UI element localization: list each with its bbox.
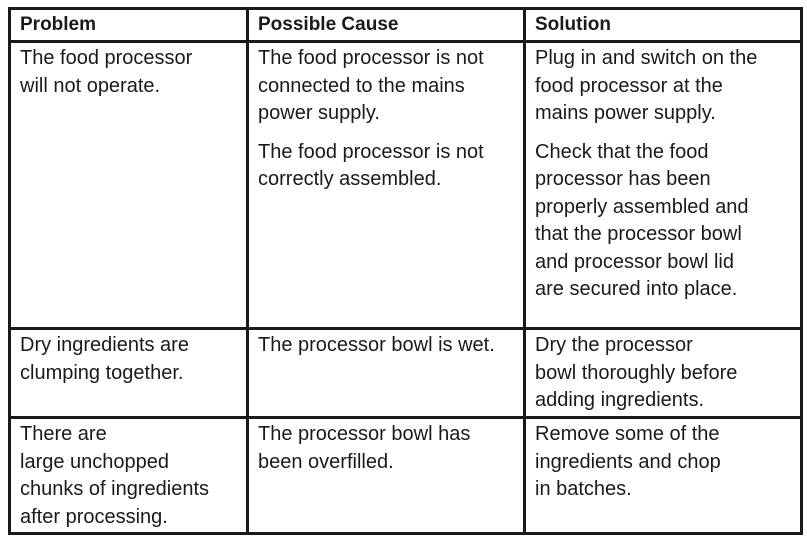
text-line: There are	[20, 423, 107, 445]
problem-paragraph	[20, 45, 238, 100]
solution-paragraph	[535, 332, 792, 415]
table-row	[10, 418, 802, 534]
problem-paragraph	[20, 421, 238, 531]
text-line: The food processor	[20, 47, 193, 69]
header-solution: Solution	[525, 9, 802, 42]
text-line: Dry ingredients are	[20, 334, 189, 356]
text-line: adding ingredients.	[535, 389, 705, 411]
cause-paragraph	[258, 332, 515, 360]
problem-cell	[10, 42, 248, 329]
text-line: correctly assembled.	[258, 168, 442, 190]
cause-paragraph	[258, 139, 515, 194]
table-row	[10, 42, 802, 329]
solution-paragraph	[535, 421, 792, 504]
solution-cell	[525, 418, 802, 534]
text-line: The processor bowl has	[258, 423, 471, 445]
text-line: bowl thoroughly before	[535, 361, 738, 384]
solution-paragraph	[535, 45, 792, 128]
text-line: in batches.	[535, 478, 632, 500]
problem-paragraph	[20, 332, 238, 387]
text-line: properly assembled and	[535, 195, 749, 218]
text-line: power supply.	[258, 102, 380, 124]
text-line: The food processor is not	[258, 140, 484, 163]
text-line: processor has been	[535, 168, 711, 190]
text-line: food processor at the	[535, 74, 723, 97]
text-line: The processor bowl is wet.	[258, 334, 495, 356]
cause-paragraph	[258, 421, 515, 476]
text-line: ingredients and chop	[535, 450, 721, 473]
troubleshooting-table	[8, 7, 803, 535]
cause-cell	[248, 418, 525, 534]
solution-cell	[525, 329, 802, 418]
cause-cell	[248, 42, 525, 329]
table-row	[10, 329, 802, 418]
text-line: connected to the mains	[258, 74, 465, 97]
header-row	[10, 9, 802, 42]
text-line: that the processor bowl	[535, 223, 742, 245]
text-line: mains power supply.	[535, 102, 716, 124]
solution-cell	[525, 42, 802, 329]
text-line: will not operate.	[20, 74, 161, 97]
text-line: after processing.	[20, 505, 168, 528]
text-line: Check that the food	[535, 140, 709, 163]
text-line: chunks of ingredients	[20, 478, 210, 500]
text-line: Plug in and switch on the	[535, 47, 758, 69]
header-problem: Problem	[10, 9, 248, 42]
solution-paragraph	[535, 139, 792, 304]
cause-cell	[248, 329, 525, 418]
text-line: large unchopped	[20, 450, 170, 473]
text-line: Dry the processor	[535, 334, 693, 356]
cause-paragraph	[258, 45, 515, 128]
text-line: The food processor is not	[258, 47, 484, 69]
text-line: been overfilled.	[258, 450, 394, 473]
text-line: and processor bowl lid	[535, 250, 734, 273]
text-line: clumping together.	[20, 361, 184, 384]
problem-cell	[10, 329, 248, 418]
text-line: Remove some of the	[535, 423, 720, 445]
problem-cell	[10, 418, 248, 534]
text-line: are secured into place.	[535, 278, 738, 300]
header-possible-cause: Possible Cause	[248, 9, 525, 42]
